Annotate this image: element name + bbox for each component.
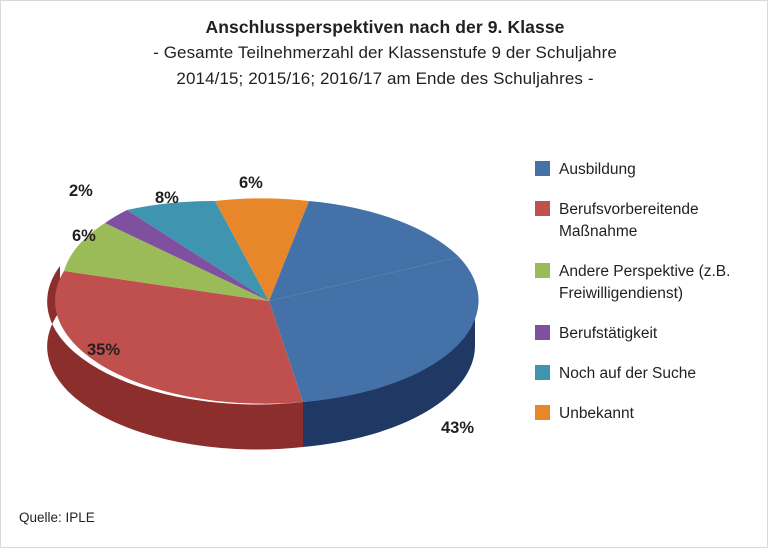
legend-swatch-icon	[535, 263, 550, 278]
legend-item-andere-perspektive[interactable]	[535, 261, 765, 305]
pie-slices	[55, 198, 478, 403]
legend-swatch-icon	[535, 365, 550, 380]
legend-item-noch-auf-der-suche[interactable]	[535, 363, 765, 385]
legend-swatch-icon	[535, 405, 550, 420]
slice-label-berufstaetigkeit: 2%	[69, 182, 93, 200]
legend-label: Berufsvorbereitende Maßnahme	[559, 201, 699, 240]
pie-chart	[9, 141, 529, 471]
legend-label: Andere Perspektive (z.B. Freiwilligendienst)	[559, 263, 731, 302]
page-title: Anschlussperspektiven nach der 9. Klasse	[205, 17, 565, 37]
legend-label: Ausbildung	[559, 161, 636, 178]
legend-swatch-icon	[535, 161, 550, 176]
legend-swatch-icon	[535, 201, 550, 216]
slice-label-berufsvorbereitende: 35%	[87, 341, 121, 359]
slice-label-andere: 6%	[72, 227, 96, 245]
slice-label-suche: 8%	[155, 189, 179, 207]
slice-label-ausbildung: 43%	[441, 419, 475, 437]
legend-item-berufstaetigkeit[interactable]	[535, 323, 765, 345]
legend-item-berufsvorbereitende[interactable]	[535, 199, 765, 243]
legend-item-unbekannt[interactable]	[535, 403, 765, 425]
legend	[535, 159, 765, 443]
legend-swatch-icon	[535, 325, 550, 340]
page-subtitle-line1: - Gesamte Teilnehmerzahl der Klassenstufe 9 der Schuljahre	[153, 43, 617, 62]
legend-item-ausbildung[interactable]	[535, 159, 765, 181]
title-block	[1, 15, 768, 92]
slice-label-unbekannt: 6%	[239, 174, 263, 192]
legend-label: Berufstätigkeit	[559, 325, 658, 342]
legend-label: Noch auf der Suche	[559, 365, 697, 382]
source-note: Quelle: IPLE	[19, 510, 95, 525]
legend-label: Unbekannt	[559, 405, 634, 422]
page-subtitle-line2: 2014/15; 2015/16; 2016/17 am Ende des Schuljahres -	[176, 69, 594, 88]
